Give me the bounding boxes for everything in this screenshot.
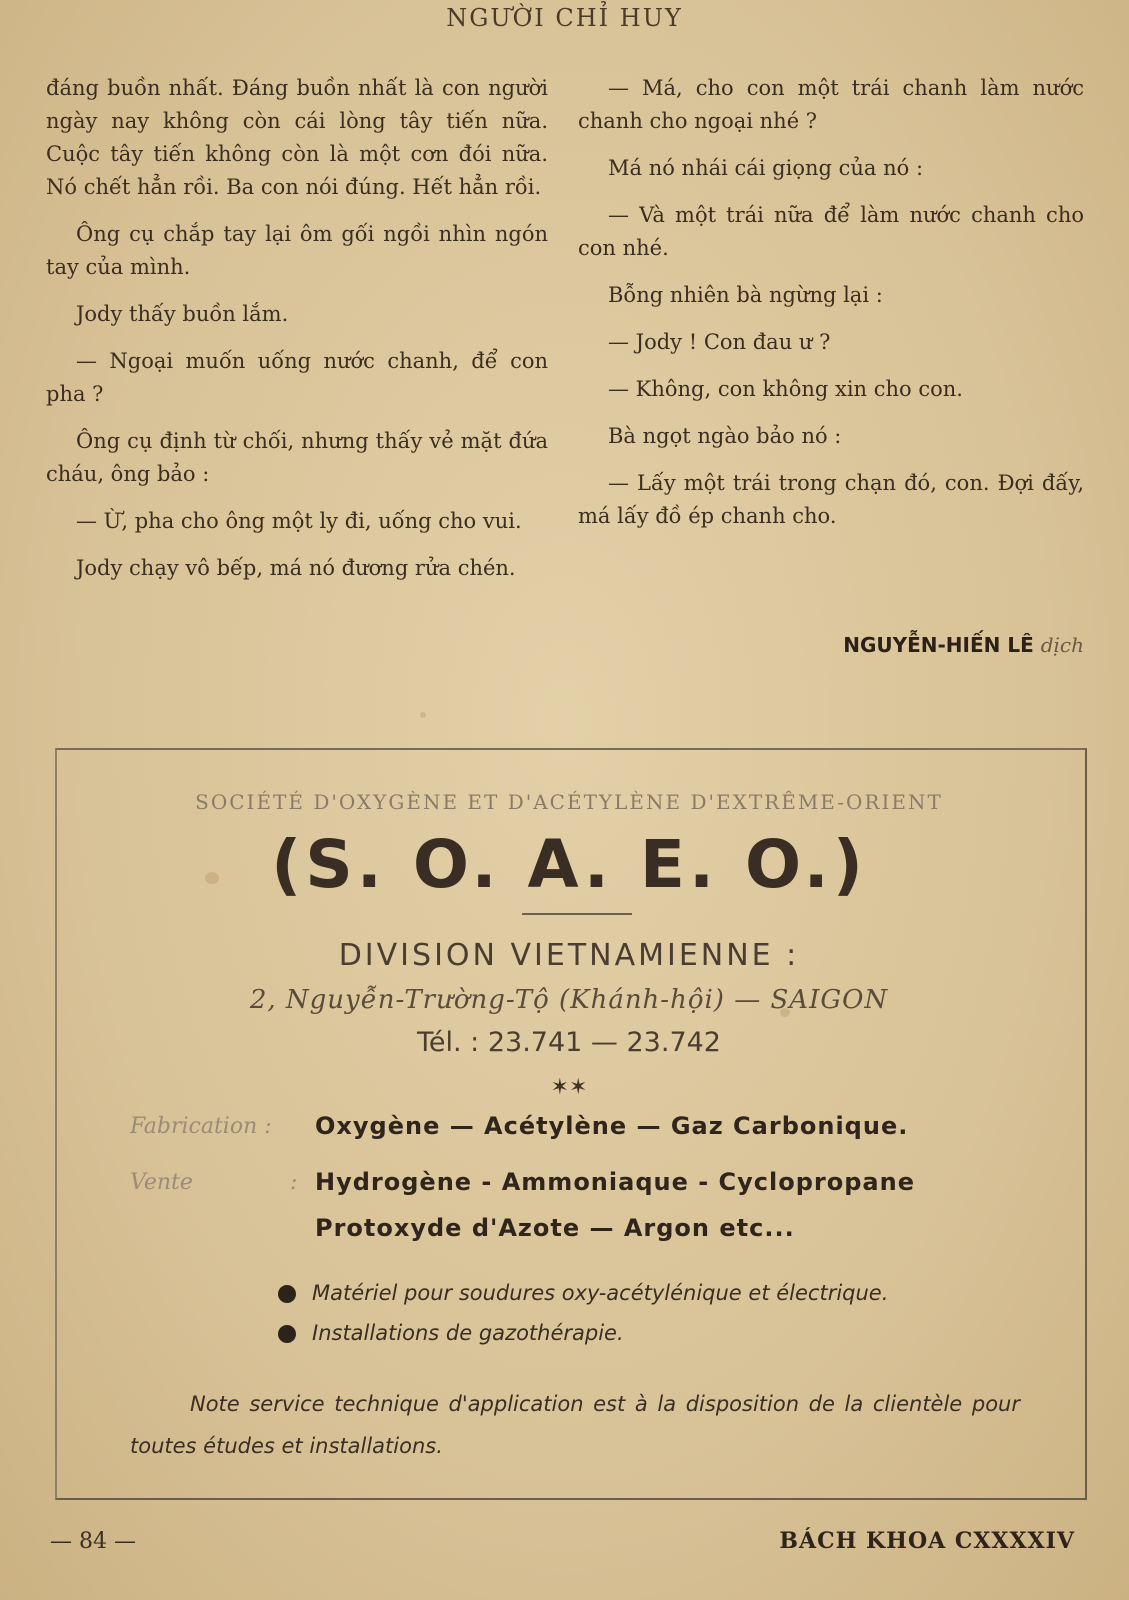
paragraph: — Jody ! Con đau ư ? [608,330,831,354]
paragraph: — Không, con không xin cho con. [608,377,963,401]
publication-issue: BÁCH KHOA CXXXXIV [779,1528,1075,1554]
ad-address: 2, Nguyễn-Trường-Tộ (Khánh-hội) — SAIGON [249,985,889,1015]
paragraph: Bỗng nhiên bà ngừng lại : [608,283,883,307]
ad-bullet-item [278,1321,624,1345]
paragraph: Ông cụ định từ chối, nhưng thấy vẻ mặt đứa cháu, ông bảo : [46,429,548,486]
ad-division: DIVISION VIETNAMIENNE : [338,938,800,973]
translator-role: dịch [1040,633,1084,657]
ad-bullet-text: Installations de gazothérapie. [312,1321,624,1345]
page-number: — 84 — [50,1529,136,1554]
ad-bullet-text: Matériel pour soudures oxy-acétylénique et électrique. [312,1281,889,1305]
paragraph: đáng buồn nhất. Đáng buồn nhất là con người ngày nay không còn cái lòng tây tiến nữa. Cuộc tây tiến không còn là một cơn đói nữa. Nó chết hẳn rồi. Ba con nói đúng. Hết hẳn rồi. [46,76,548,199]
paragraph: Bà ngọt ngào bảo nó : [608,424,842,448]
vente-items-line-2: Protoxyde d'Azote — Argon etc... [315,1214,795,1242]
fabrication-items: Oxygène — Acétylène — Gaz Carbonique. [315,1112,909,1140]
translator-name: NGUYỄN-HIẾN LÊ [843,633,1034,657]
paragraph: — Ngoại muốn uống nước chanh, để con pha ? [46,349,548,406]
paragraph: — Má, cho con một trái chanh làm nước chanh cho ngoại nhé ? [578,76,1084,133]
ad-note: Note service technique d'application est à la disposition de la clientèle pour toutes études et installations. [130,1392,1020,1458]
ad-telephone: Tél. : 23.741 — 23.742 [417,1027,721,1058]
vente-label: Vente [130,1170,193,1195]
ad-company-name: SOCIÉTÉ D'OXYGÈNE ET D'ACÉTYLÈNE D'EXTRÊME-ORIENT [195,790,943,814]
paragraph: Má nó nhái cái giọng của nó : [608,156,924,180]
running-head: NGƯỜI CHỈ HUY [446,4,683,32]
translator-credit [600,633,1084,657]
ad-divider [522,913,632,915]
paragraph: — Và một trái nữa để làm nước chanh cho con nhé. [578,203,1084,260]
bullet-dot-icon [278,1325,296,1343]
paragraph: Ông cụ chắp tay lại ôm gối ngồi nhìn ngón tay của mình. [46,222,548,279]
paragraph: — Ừ, pha cho ông một ly đi, uống cho vui. [76,509,522,533]
paragraph: Jody thấy buồn lắm. [76,302,289,326]
paragraph: — Lấy một trái trong chạn đó, con. Đợi đấy, má lấy đồ ép chanh cho. [578,471,1084,528]
paragraph: Jody chạy vô bếp, má nó đương rửa chén. [76,556,516,580]
right-column [578,72,1084,547]
ad-company-acronym: (S. O. A. E. O.) [271,826,867,903]
vente-colon: : [290,1170,298,1195]
bullet-dot-icon [278,1285,296,1303]
paper-stain [420,712,426,718]
fabrication-label: Fabrication : [130,1114,272,1139]
ad-ornament: ✶✶ [550,1075,588,1100]
left-column [46,72,548,599]
ad-bullet-item [278,1281,888,1305]
vente-items-line-1: Hydrogène - Ammoniaque - Cyclopropane [315,1168,915,1196]
